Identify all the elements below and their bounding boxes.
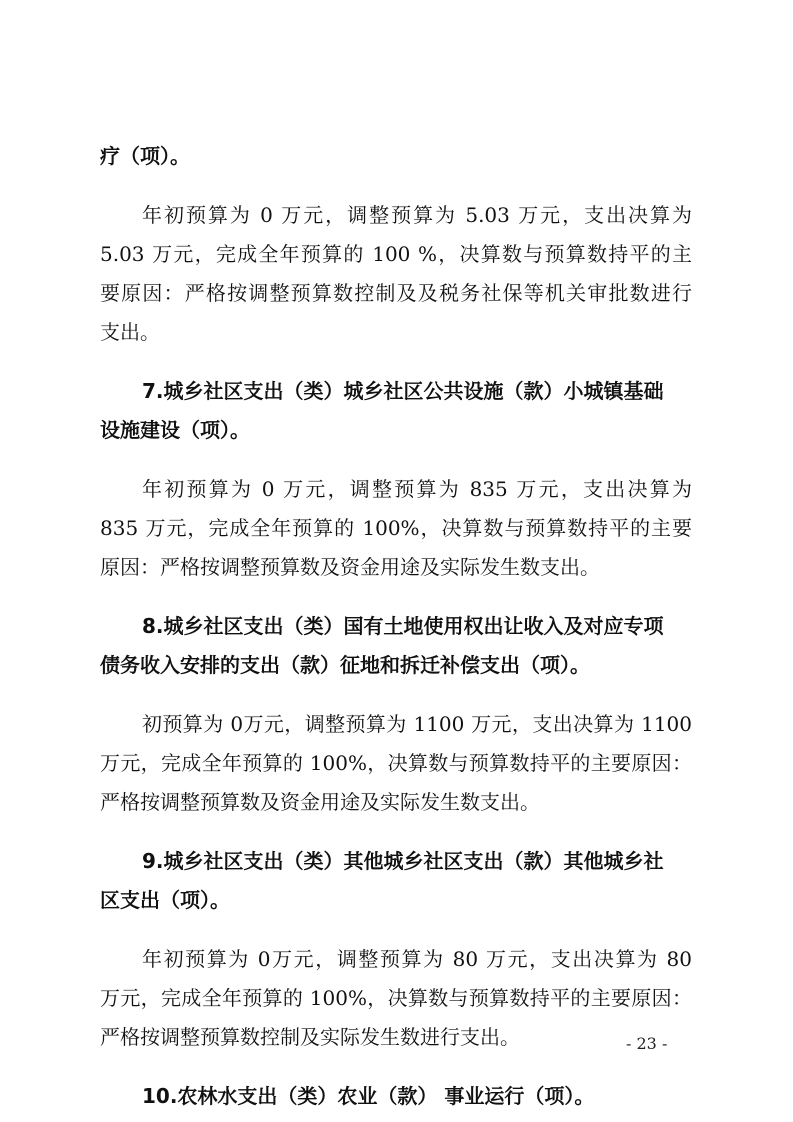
section-8-body-line-2: 万元，完成全年预算的 100%，决算数与预算数持平的主要原因： xyxy=(100,751,692,775)
section-6-body-line-1: 年初预算为 0 万元，调整预算为 5.03 万元，支出决算为 xyxy=(142,203,692,227)
section-8-heading-line-1: 8.城乡社区支出（类）国有土地使用权出让收入及对应专项 xyxy=(142,614,664,638)
section-10-heading: 10.农林水支出（类）农业（款） 事业运行（项）。 xyxy=(142,1084,595,1108)
document-body xyxy=(100,137,692,1116)
section-7-body-line-2: 835 万元，完成全年预算的 100%，决算数与预算数持平的主要 xyxy=(100,516,692,540)
section-6-body-line-2: 5.03 万元，完成全年预算的 100 %，决算数与预算数持平的主 xyxy=(100,242,692,266)
section-7-body-line-1: 年初预算为 0 万元，调整预算为 835 万元，支出决算为 xyxy=(142,477,692,501)
section-8-heading-line-2: 债务收入安排的支出（款）征地和拆迁补偿支出（项）。 xyxy=(100,653,590,677)
section-8-body-line-3: 严格按调整预算数及资金用途及实际发生数支出。 xyxy=(100,790,540,814)
section-9-heading-line-2: 区支出（项）。 xyxy=(100,888,230,912)
section-8-body-line-1: 初预算为 0万元，调整预算为 1100 万元，支出决算为 1100 xyxy=(142,712,692,736)
section-9-body-line-1: 年初预算为 0万元，调整预算为 80 万元，支出决算为 80 xyxy=(142,947,692,971)
page-number: - 23 - xyxy=(626,1034,668,1053)
section-7-body-line-3: 原因：严格按调整预算数及资金用途及实际发生数支出。 xyxy=(100,555,600,579)
section-7-heading-line-1: 7.城乡社区支出（类）城乡社区公共设施（款）小城镇基础 xyxy=(142,379,664,403)
section-9-body-line-3: 严格按调整预算数控制及实际发生数进行支出。 xyxy=(100,1025,520,1049)
section-9-body-line-2: 万元，完成全年预算的 100%，决算数与预算数持平的主要原因： xyxy=(100,986,692,1010)
section-6-heading-tail: 疗（项）。 xyxy=(100,144,190,168)
section-6-body-line-3: 要原因：严格按调整预算数控制及及税务社保等机关审批数进行 xyxy=(100,281,692,305)
section-6-body-line-4: 支出。 xyxy=(100,320,160,344)
section-9-heading-line-1: 9.城乡社区支出（类）其他城乡社区支出（款）其他城乡社 xyxy=(142,849,664,873)
section-7-heading-line-2: 设施建设（项）。 xyxy=(100,418,250,442)
